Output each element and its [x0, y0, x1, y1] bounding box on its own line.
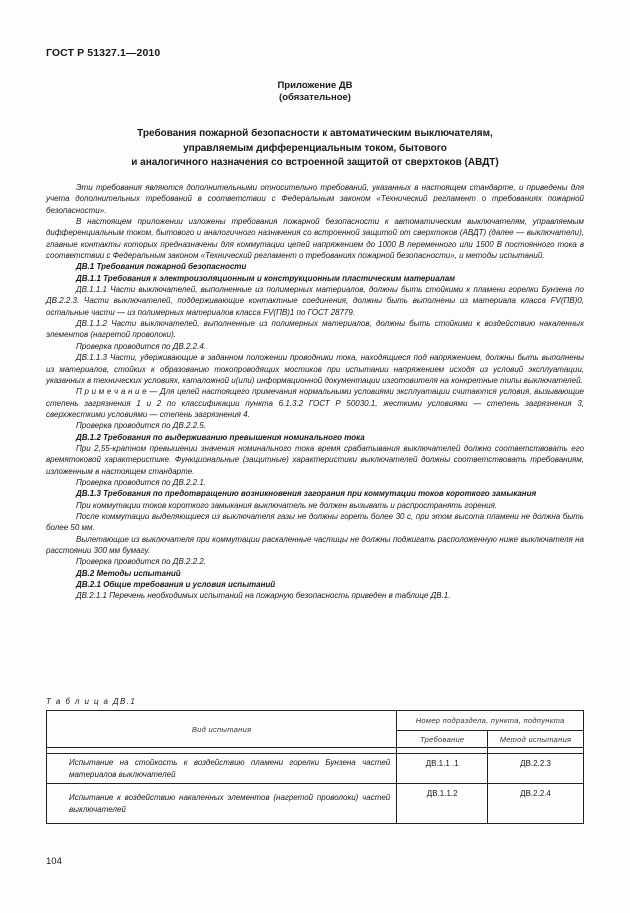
body-text	[46, 182, 584, 602]
appendix-status: (обязательное)	[279, 92, 351, 103]
column-header-group: Номер подраздела, пункта, подпункта	[397, 711, 584, 731]
section-heading: ДВ.1.3 Требования по предотвращению возникновения загорания при коммутации токов короткого замыкания	[76, 489, 537, 499]
main-title-line: управляемым дифференциальным током, бытового	[183, 142, 447, 154]
section-heading: ДВ.1.1 Требования к электроизоляционным и конструкционным пластическим материалам	[76, 273, 456, 283]
test-name: Испытание к воздействию накаленных элементов (нагретой проволоки) частей выключателей	[47, 784, 397, 824]
paragraph: При 2,55-кратном превышении значения номинального тока время срабатывания выключателей должно соответствовать его времятоковой характеристике. Функциональные (защитные) характеристики выключателей должны соответствовать требованиям, изложенным в настоящем стандарте.	[46, 443, 584, 476]
section-heading: ДВ.2.1 Общие требования и условия испытаний	[76, 580, 276, 590]
column-header-requirement: Требование	[397, 731, 488, 748]
main-title	[40, 127, 590, 171]
paragraph: Проверка проводится по ДВ.2.2.1.	[76, 477, 207, 487]
paragraph: В настоящем приложении изложены требования пожарной безопасности к автоматическим выключателям, управляемым дифференциальным током, бытового и аналогичного назначения со встроенной защитой от сверхтоков (АВДТ) (далее — выключатели), главные контакты которых предназначены для коммутации цепей напряжением до 1000 В переменного или 1500 В постоянного тока в соответствии с Федеральным законом «Технический регламент о требованиях пожарной безопасности», и методы испытаний.	[46, 217, 584, 261]
method-ref: ДВ.2.2.3	[488, 754, 584, 784]
paragraph: Проверка проводится по ДВ.2.2.2.	[76, 557, 207, 567]
main-title-line: и аналогичного назначения со встроенной защитой от сверхтоков (АВДТ)	[131, 157, 499, 168]
table-row	[47, 784, 584, 824]
requirement-ref: ДВ.1.1 .1	[397, 754, 488, 784]
tests-table	[46, 710, 584, 824]
table-caption: Т а б л и ц а ДВ.1	[46, 697, 137, 706]
section-heading: ДВ.1.2 Требования по выдерживанию превышения номинального тока	[76, 432, 365, 442]
page-number: 104	[46, 856, 62, 867]
paragraph: Проверка проводится по ДВ.2.2.5.	[76, 421, 207, 431]
appendix-title: Приложение ДВ	[277, 80, 353, 91]
paragraph: ДВ.1.1.3 Части, удерживающие в заданном положении проводники тока, находящиеся под напряжением, должны быть выполнены из материалов, стойких к образованию токопроводящих мостиков при испытании напряжением исходя из условий эксплуатации, указанных в технических условиях, каталожной и(или) информационной документации изготовителя на конкретные типы выключателей.	[46, 353, 584, 385]
paragraph: Вылетающие из выключателя при коммутации раскаленные частицы не должны поджигать расположенную ниже выключателя на расстоянии 300 мм бумагу.	[46, 534, 584, 555]
section-heading: ДВ.2 Методы испытаний	[76, 568, 181, 578]
paragraph: При коммутации токов короткого замыкания выключатель не должен вызывать и распространять горения.	[76, 500, 498, 510]
method-ref: ДВ.2.2.4	[488, 784, 584, 824]
column-header-test-type: Вид испытания	[47, 711, 397, 748]
paragraph: ДВ.1.1.1 Части выключателей, выполненные из полимерных материалов, должны быть стойкими к пламени горелки Бунзена по ДВ.2.2.3. Части выключателей, поддерживающие контактные соединения, должны быть выполнены из материала класса FV(ПВ)0, остальные части — из полимерных материалов класса FV(ПВ)1 по ГОСТ 28779.	[46, 285, 584, 317]
table-row	[47, 754, 584, 784]
paragraph: Эти требования являются дополнительными относительно требований, указанных в настоящем стандарте, и приведены для учета дополнительных требований в соответствии с Федеральным законом «Технический регламент о требованиях пожарной безопасности».	[46, 183, 584, 215]
test-name: Испытание на стойкость к воздействию пламени горелки Бунзена частей материалов выключателей	[47, 754, 397, 784]
standard-designation: ГОСТ Р 51327.1—2010	[46, 47, 161, 59]
main-title-line: Требования пожарной безопасности к автоматическим выключателям,	[137, 128, 493, 139]
paragraph: ДВ.2.1.1 Перечень необходимых испытаний на пожарную безопасность приведен в таблице ДВ.1.	[76, 591, 451, 601]
section-heading: ДВ.1 Требования пожарной безопасности	[76, 262, 247, 272]
column-header-method: Метод испытания	[488, 731, 584, 748]
requirement-ref: ДВ.1.1.2	[397, 784, 488, 824]
paragraph: Проверка проводится по ДВ.2.2.4.	[76, 341, 207, 351]
paragraph: После коммутации выделяющиеся из выключателя газы не должны гореть более 30 с, при этом высота пламени не должна быть более 50 мм.	[46, 511, 584, 533]
paragraph: ДВ.1.1.2 Части выключателей, выполненные из полимерных материалов, должны быть стойкими к воздействию накаленных элементов (нагретой проволоки).	[46, 319, 584, 340]
note: П р и м е ч а н и е — Для целей настоящего примечания нормальными условиями эксплуатации считаются условия, вызывающие степень загрязнения 1 и 2 по классификации пункта 6.1.3.2 ГОСТ Р 50030.1, жесткими условиями — степень загрязнения 3, сверхжесткими условиями — степень загрязнения 4.	[46, 387, 584, 419]
